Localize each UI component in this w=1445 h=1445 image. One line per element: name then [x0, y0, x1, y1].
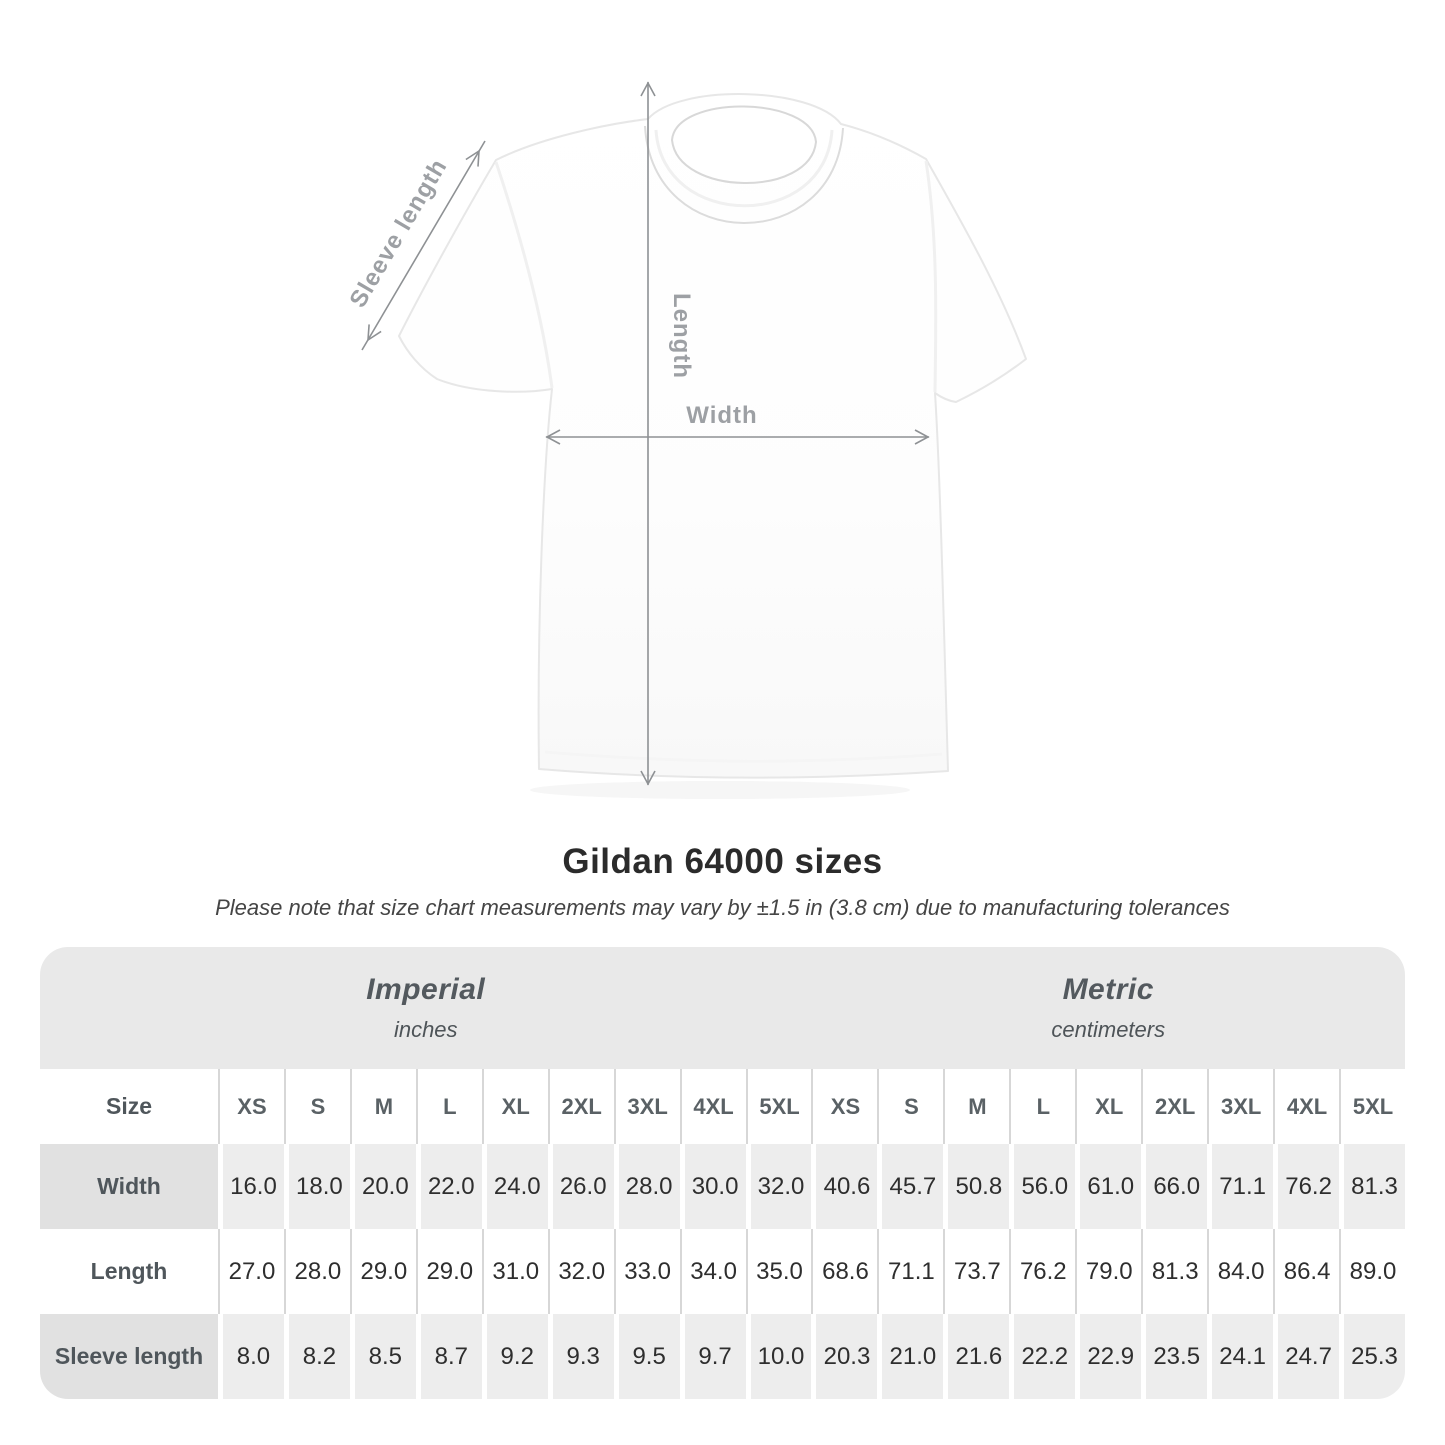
- length-metric-l: 76.2: [1009, 1229, 1075, 1314]
- size-col-metric-2xl: 2XL: [1141, 1069, 1207, 1144]
- sleeve-length-imperial-5xl: 10.0: [746, 1314, 812, 1399]
- width-metric-m: 50.8: [943, 1144, 1009, 1229]
- length-imperial-3xl: 33.0: [614, 1229, 680, 1314]
- length-metric-xs: 68.6: [811, 1229, 877, 1314]
- length-metric-4xl: 86.4: [1273, 1229, 1339, 1314]
- sleeve-length-metric-m: 21.6: [943, 1314, 1009, 1399]
- width-metric-xl: 61.0: [1075, 1144, 1141, 1229]
- metric-header: [812, 947, 1406, 1069]
- width-imperial-2xl: 26.0: [548, 1144, 614, 1229]
- width-metric-s: 45.7: [877, 1144, 943, 1229]
- length-imperial-m: 29.0: [350, 1229, 416, 1314]
- length-label: Length: [668, 293, 695, 379]
- tshirt-illustration: [399, 94, 1026, 777]
- imperial-header: [40, 947, 812, 1069]
- sleeve-length-imperial-xl: 9.2: [482, 1314, 548, 1399]
- sleeve-length-metric-5xl: 25.3: [1339, 1314, 1405, 1399]
- sleeve-length-imperial-3xl: 9.5: [614, 1314, 680, 1399]
- width-imperial-xl: 24.0: [482, 1144, 548, 1229]
- sleeve-length-imperial-s: 8.2: [284, 1314, 350, 1399]
- size-col-metric-xs: XS: [811, 1069, 877, 1144]
- unit-group-header: [40, 947, 1405, 1069]
- length-imperial-4xl: 34.0: [680, 1229, 746, 1314]
- sleeve-length-row-label: Sleeve length: [40, 1314, 218, 1399]
- page-title: Gildan 64000 sizes: [562, 842, 883, 881]
- size-col-imperial-m: M: [350, 1069, 416, 1144]
- shirt-shadow: [530, 781, 910, 799]
- width-metric-2xl: 66.0: [1141, 1144, 1207, 1229]
- size-row-label: Size: [105, 1093, 153, 1119]
- size-col-metric-m: M: [943, 1069, 1009, 1144]
- width-imperial-3xl: 28.0: [614, 1144, 680, 1229]
- metric-title: Metric: [1062, 973, 1154, 1006]
- length-metric-5xl: 89.0: [1339, 1229, 1405, 1314]
- size-header-row: [40, 1069, 1405, 1144]
- width-metric-5xl: 81.3: [1339, 1144, 1405, 1229]
- size-col-metric-s: S: [877, 1069, 943, 1144]
- width-row: [40, 1144, 1405, 1229]
- width-imperial-s: 18.0: [284, 1144, 350, 1229]
- width-imperial-4xl: 30.0: [680, 1144, 746, 1229]
- size-col-imperial-4xl: 4XL: [680, 1069, 746, 1144]
- size-col-metric-4xl: 4XL: [1273, 1069, 1339, 1144]
- width-row-label: Width: [40, 1144, 218, 1229]
- size-chart-table: [40, 947, 1405, 1399]
- size-col-metric-xl: XL: [1075, 1069, 1141, 1144]
- width-imperial-l: 22.0: [416, 1144, 482, 1229]
- sleeve-length-metric-3xl: 24.1: [1207, 1314, 1273, 1399]
- sleeve-length-label: Sleeve length: [344, 154, 453, 313]
- sleeve-length-imperial-m: 8.5: [350, 1314, 416, 1399]
- width-metric-xs: 40.6: [811, 1144, 877, 1229]
- length-metric-s: 71.1: [877, 1229, 943, 1314]
- sleeve-length-row: [40, 1314, 1405, 1399]
- size-col-imperial-2xl: 2XL: [548, 1069, 614, 1144]
- tolerance-note: Please note that size chart measurements may vary by ±1.5 in (3.8 cm) due to manufacturing tolerances: [215, 895, 1230, 920]
- width-metric-l: 56.0: [1009, 1144, 1075, 1229]
- size-col-metric-5xl: 5XL: [1339, 1069, 1405, 1144]
- sleeve-length-metric-l: 22.2: [1009, 1314, 1075, 1399]
- size-col-imperial-xs: XS: [218, 1069, 284, 1144]
- sleeve-length-metric-xl: 22.9: [1075, 1314, 1141, 1399]
- width-imperial-xs: 16.0: [218, 1144, 284, 1229]
- length-row-label: Length: [90, 1258, 168, 1284]
- length-imperial-5xl: 35.0: [746, 1229, 812, 1314]
- width-imperial-5xl: 32.0: [746, 1144, 812, 1229]
- length-metric-3xl: 84.0: [1207, 1229, 1273, 1314]
- sleeve-length-imperial-4xl: 9.7: [680, 1314, 746, 1399]
- length-metric-xl: 79.0: [1075, 1229, 1141, 1314]
- length-imperial-l: 29.0: [416, 1229, 482, 1314]
- imperial-unit: inches: [393, 1017, 458, 1042]
- size-col-imperial-3xl: 3XL: [614, 1069, 680, 1144]
- width-metric-4xl: 76.2: [1273, 1144, 1339, 1229]
- width-label: Width: [686, 402, 758, 429]
- size-col-imperial-s: S: [284, 1069, 350, 1144]
- length-imperial-s: 28.0: [284, 1229, 350, 1314]
- sleeve-length-metric-2xl: 23.5: [1141, 1314, 1207, 1399]
- width-metric-3xl: 71.1: [1207, 1144, 1273, 1229]
- size-col-metric-3xl: 3XL: [1207, 1069, 1273, 1144]
- size-col-imperial-5xl: 5XL: [746, 1069, 812, 1144]
- size-col-metric-l: L: [1009, 1069, 1075, 1144]
- sleeve-length-metric-s: 21.0: [877, 1314, 943, 1399]
- length-imperial-xs: 27.0: [218, 1229, 284, 1314]
- imperial-title: Imperial: [366, 973, 486, 1006]
- length-row: [40, 1229, 1405, 1314]
- sleeve-length-imperial-l: 8.7: [416, 1314, 482, 1399]
- sleeve-length-metric-4xl: 24.7: [1273, 1314, 1339, 1399]
- width-imperial-m: 20.0: [350, 1144, 416, 1229]
- length-metric-2xl: 81.3: [1141, 1229, 1207, 1314]
- size-col-imperial-l: L: [416, 1069, 482, 1144]
- length-metric-m: 73.7: [943, 1229, 1009, 1314]
- sleeve-length-metric-xs: 20.3: [811, 1314, 877, 1399]
- size-col-imperial-xl: XL: [482, 1069, 548, 1144]
- sleeve-length-imperial-2xl: 9.3: [548, 1314, 614, 1399]
- length-imperial-xl: 31.0: [482, 1229, 548, 1314]
- caption-block: [0, 842, 1445, 921]
- length-imperial-2xl: 32.0: [548, 1229, 614, 1314]
- sleeve-length-imperial-xs: 8.0: [218, 1314, 284, 1399]
- metric-unit: centimeters: [1051, 1017, 1166, 1042]
